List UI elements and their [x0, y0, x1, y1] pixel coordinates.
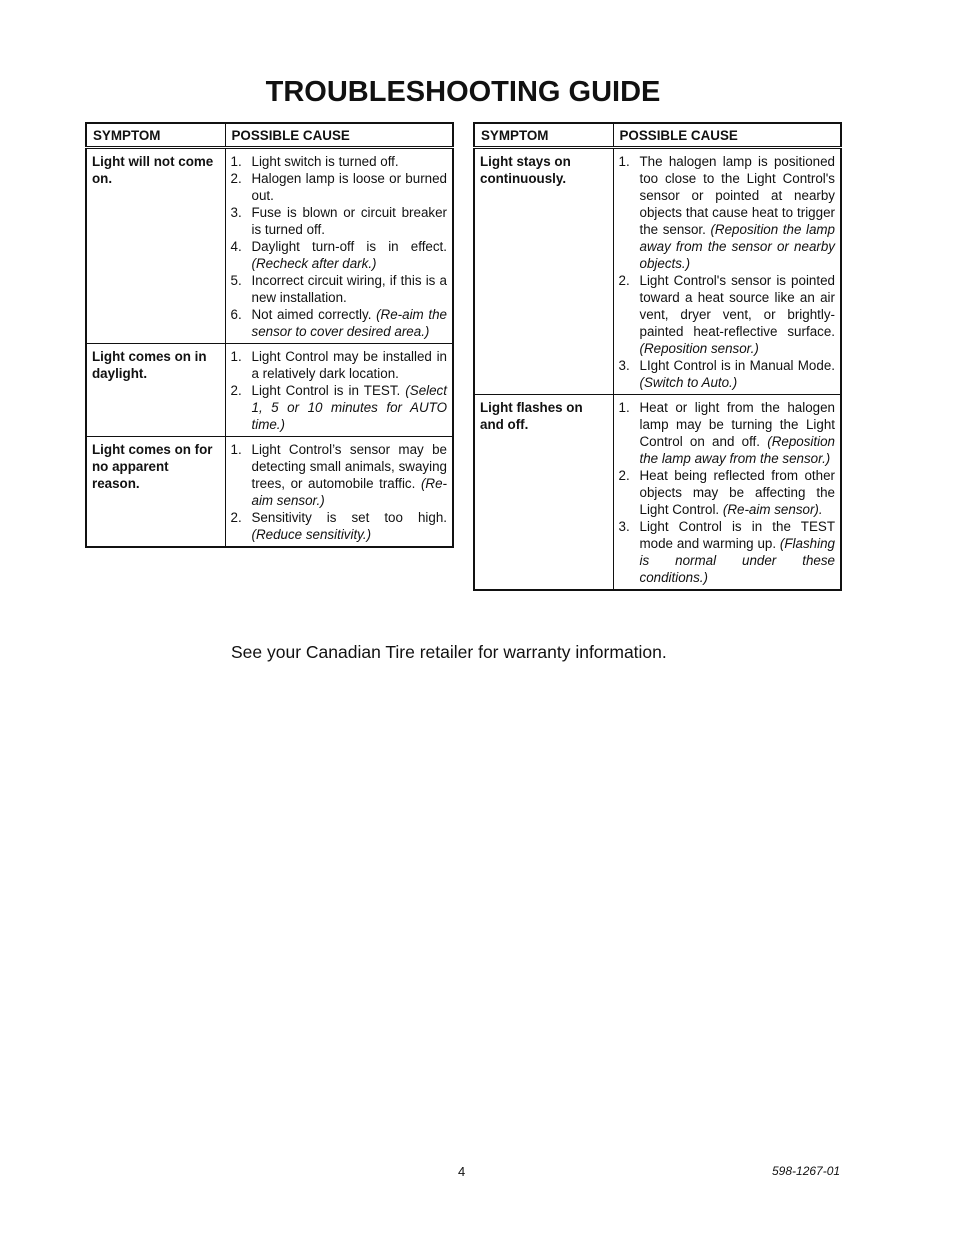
warranty-note: See your Canadian Tire retailer for warranty information.	[231, 642, 667, 662]
cause-text-wrap	[252, 204, 448, 238]
cause-text-wrap	[252, 509, 448, 543]
remedy-note: (Reposition sensor.)	[639, 341, 759, 356]
cause-item	[619, 272, 836, 357]
document-number: 598-1267-01	[772, 1164, 841, 1178]
troubleshooting-table-left	[85, 122, 454, 548]
table-row	[474, 148, 841, 395]
cause-text-wrap	[252, 306, 448, 340]
cause-item	[619, 153, 836, 272]
cause-text-wrap	[252, 348, 448, 382]
symptom-cell: Light comes on for no apparent reason.	[86, 437, 225, 548]
table-row	[474, 395, 841, 591]
cause-number: 1.	[618, 154, 630, 169]
cause-item	[231, 382, 448, 433]
table-header-row	[474, 123, 841, 148]
cause-text: Heat being reflected from other objects may be affecting the Light Control.	[639, 468, 835, 517]
cause-number: 3.	[230, 205, 242, 220]
page-title: TROUBLESHOOTING GUIDE	[265, 76, 661, 108]
cause-number: 6.	[230, 307, 242, 322]
cause-text-wrap	[252, 272, 448, 306]
possible-cause-cell	[613, 395, 841, 591]
cause-number: 2.	[618, 468, 630, 483]
cause-item	[619, 357, 836, 391]
remedy-note: (Recheck after dark.)	[251, 256, 377, 271]
cause-item	[619, 518, 836, 586]
cause-text-wrap	[640, 357, 836, 391]
possible-cause-header: POSSIBLE CAUSE	[613, 123, 841, 148]
cause-text: LIght Control is in Manual Mode.	[639, 358, 835, 373]
cause-item	[231, 509, 448, 543]
remedy-note: (Flashing is normal under these conditions.)	[639, 536, 835, 585]
possible-cause-cell	[225, 437, 453, 548]
symptom-header: SYMPTOM	[474, 123, 613, 148]
cause-number: 1.	[618, 400, 630, 415]
remedy-note: (Reposition the lamp away from the sensor or nearby objects.)	[639, 222, 835, 271]
symptom-cell: Light flashes on and off.	[474, 395, 613, 591]
cause-list	[619, 153, 836, 391]
symptom-cell: Light comes on in daylight.	[86, 344, 225, 437]
cause-text-wrap	[640, 518, 836, 586]
cause-text: Not aimed correctly.	[251, 307, 372, 322]
table-row	[86, 437, 453, 548]
cause-text: Light Control's sensor is pointed toward a heat source like an air vent, dryer vent, or brightly-painted heat-reflective surface.	[639, 273, 835, 339]
cause-item	[231, 272, 448, 306]
cause-number: 3.	[618, 519, 630, 534]
remedy-note: (Re-aim sensor.)	[251, 476, 447, 508]
cause-text: Sensitivity is set too high.	[251, 510, 447, 525]
cause-number: 1.	[230, 442, 242, 457]
cause-text-wrap	[252, 170, 448, 204]
cause-item	[231, 153, 448, 170]
page-number: 4	[458, 1164, 466, 1179]
cause-text: Daylight turn-off is in effect.	[251, 239, 447, 254]
remedy-note: (Switch to Auto.)	[639, 375, 738, 390]
cause-text-wrap	[640, 467, 836, 518]
cause-text-wrap	[252, 441, 448, 509]
cause-item	[231, 170, 448, 204]
table-row	[86, 148, 453, 344]
cause-item	[231, 348, 448, 382]
remedy-note: (Reposition the lamp away from the sensor.)	[639, 434, 835, 466]
cause-text: Light Control is in TEST.	[251, 383, 401, 398]
possible-cause-cell	[225, 344, 453, 437]
cause-text: The halogen lamp is positioned too close to the Light Control's sensor or pointed at nearby objects that cause heat to trigger the sensor.	[639, 154, 835, 237]
cause-number: 4.	[230, 239, 242, 254]
cause-text: Light Control may be installed in a relatively dark location.	[251, 349, 447, 381]
cause-number: 2.	[230, 510, 242, 525]
cause-number: 2.	[618, 273, 630, 288]
cause-list	[231, 348, 448, 433]
troubleshooting-table-right	[473, 122, 842, 591]
cause-text-wrap	[252, 238, 448, 272]
cause-number: 2.	[230, 383, 242, 398]
cause-text: Halogen lamp is loose or burned out.	[251, 171, 447, 203]
table-header-row	[86, 123, 453, 148]
cause-text-wrap	[640, 153, 836, 272]
cause-text: Heat or light from the halogen lamp may be turning the Light Control on and off.	[639, 400, 835, 449]
cause-item	[231, 441, 448, 509]
cause-number: 1.	[230, 154, 242, 169]
cause-item	[231, 204, 448, 238]
cause-text-wrap	[640, 272, 836, 357]
remedy-note: (Select 1, 5 or 10 minutes for AUTO time.)	[251, 383, 447, 432]
cause-text-wrap	[252, 153, 448, 170]
remedy-note: (Reduce sensitivity.)	[251, 527, 372, 542]
cause-number: 1.	[230, 349, 242, 364]
remedy-note: (Re-aim sensor).	[722, 502, 823, 517]
cause-number: 5.	[230, 273, 242, 288]
cause-item	[619, 399, 836, 467]
possible-cause-cell	[613, 148, 841, 395]
cause-list	[231, 441, 448, 543]
cause-item	[231, 238, 448, 272]
cause-number: 3.	[618, 358, 630, 373]
cause-item	[231, 306, 448, 340]
cause-text: Light switch is turned off.	[251, 154, 399, 169]
cause-text: Incorrect circuit wiring, if this is a new installation.	[251, 273, 447, 305]
cause-item	[619, 467, 836, 518]
cause-text: Light Control’s sensor may be detecting small animals, swaying trees, or automobile traffic.	[251, 442, 447, 491]
possible-cause-cell	[225, 148, 453, 344]
cause-list	[619, 399, 836, 586]
cause-text: Fuse is blown or circuit breaker is turned off.	[251, 205, 447, 237]
symptom-header: SYMPTOM	[86, 123, 225, 148]
cause-text-wrap	[640, 399, 836, 467]
cause-list	[231, 153, 448, 340]
symptom-cell: Light stays on continuously.	[474, 148, 613, 395]
cause-number: 2.	[230, 171, 242, 186]
cause-text-wrap	[252, 382, 448, 433]
cause-text: Light Control is in the TEST mode and warming up.	[639, 519, 835, 551]
table-row	[86, 344, 453, 437]
symptom-cell: Light will not come on.	[86, 148, 225, 344]
remedy-note: (Re-aim the sensor to cover desired area.)	[251, 307, 447, 339]
possible-cause-header: POSSIBLE CAUSE	[225, 123, 453, 148]
